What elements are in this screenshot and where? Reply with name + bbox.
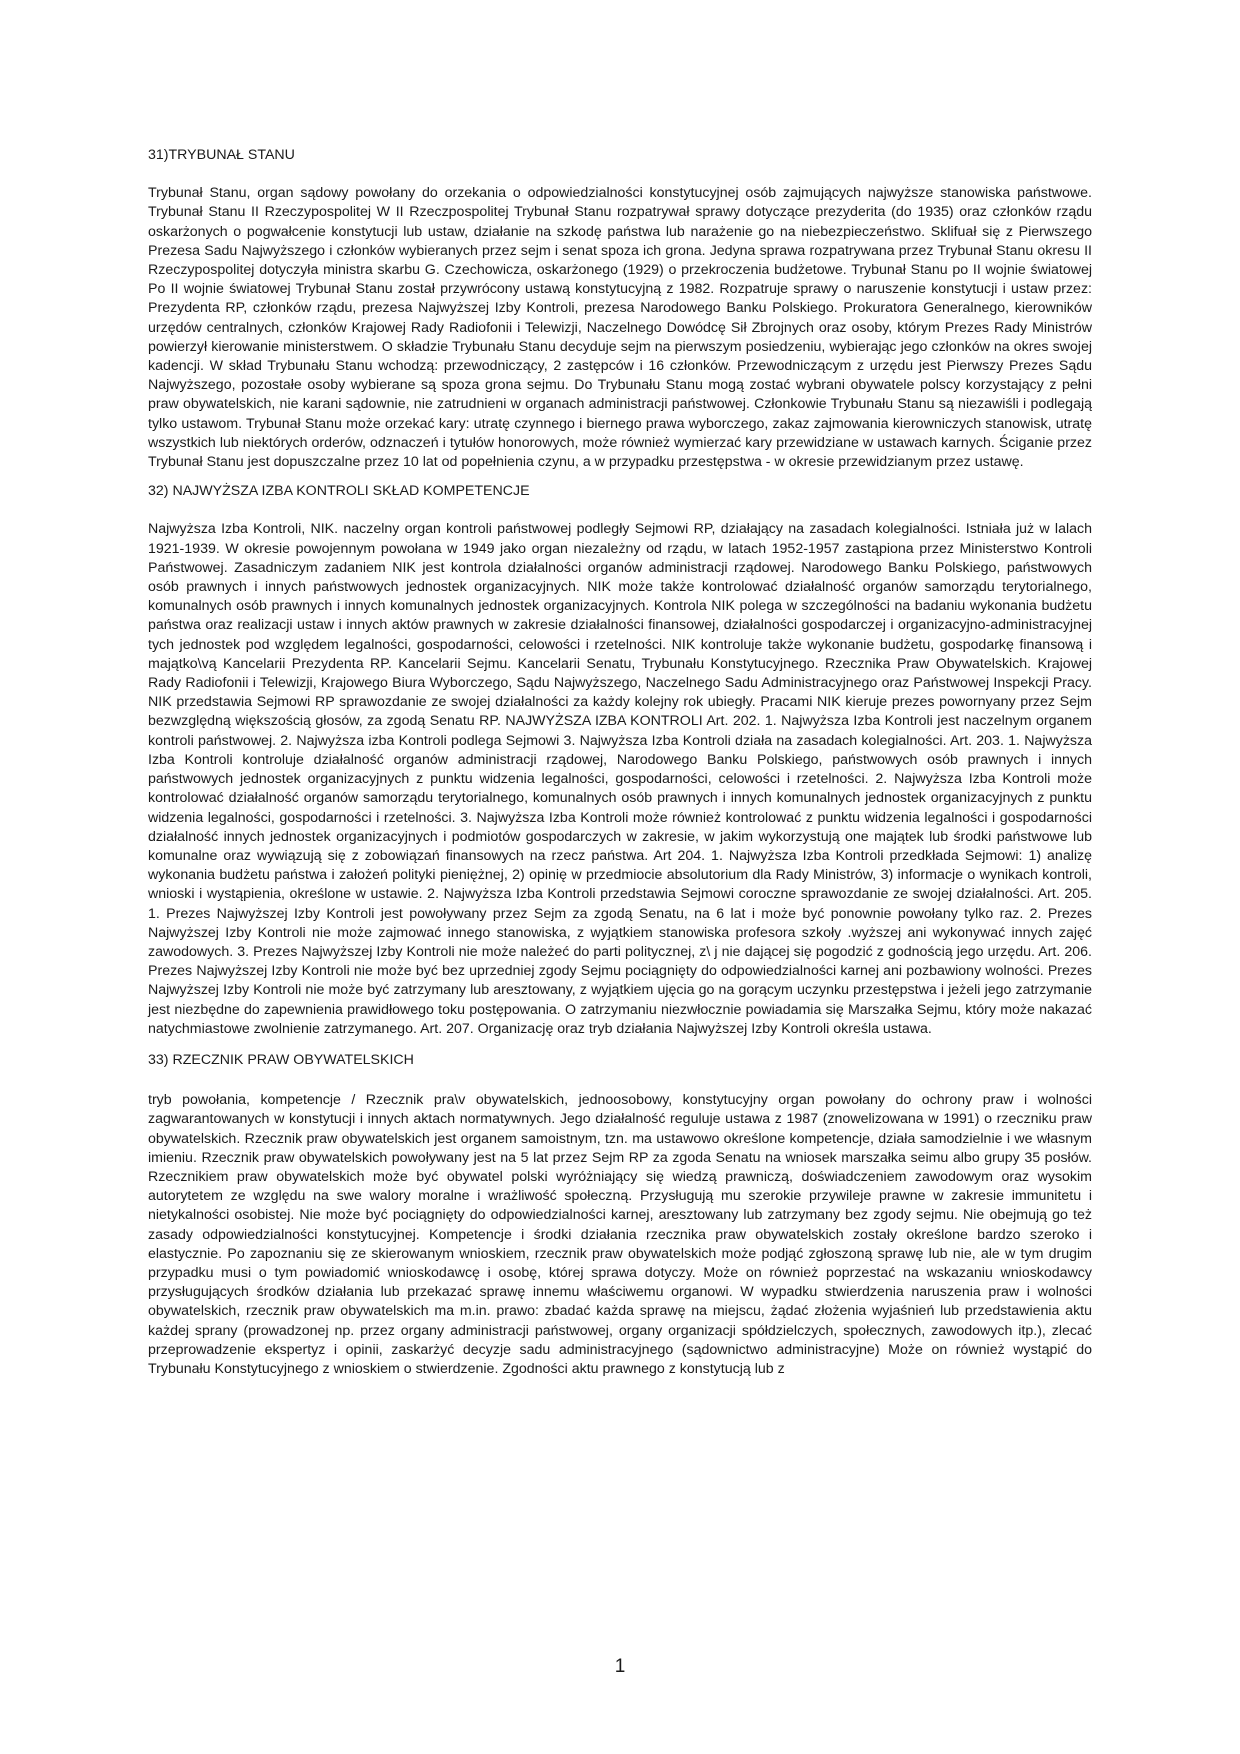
section-body-trybunal-stanu: Trybunał Stanu, organ sądowy powołany do orzekania o odpowiedzialności konstytucyjnej osób zajmujących najwyższe stanowiska państwowe. Trybunał Stanu II Rzeczypospolitej W II Rzeczpospolitej Trybunał Stanu rozpatrywał sprawy dotyczące prezyderita (do 1935) oraz członków rządu oskarżonych o pogwałcenie konstytucji lub ustaw, działanie na szkodę państwa lub narażenie go na niebezpieczeństwo. Sklifuał się z Pierwszego Prezesa Sadu Najwyższego i członków wybieranych przez sejm i senat spoza ich grona. Jedyna sprawa rozpatrywana przez Trybunał Stanu okresu II Rzeczypospolitej dotyczyła ministra skarbu G. Czechowicza, oskarżonego (1929) o przekroczenia budżetowe. Trybunał Stanu po II wojnie światowej Po II wojnie światowej Trybunał Stanu został przywrócony ustawą konstytucyjną z 1982. Rozpatruje sprawy o naruszenie konstytucji i ustaw przez: Prezydenta RP, członków rządu, prezesa Najwyższej Izby Kontroli, prezesa Narodowego Banku Polskiego. Prokuratora Generalnego, kierowników urzędów centralnych, członków Krajowej Rady Radiofonii i Telewizji, Naczelnego Dowódcę Sił Zbrojnych oraz osoby, którym Prezes Rady Ministrów powierzył kierowanie ministerstwem. O składzie Trybunału Stanu decyduje sejm na pierwszym posiedzeniu, wybierając jego członków na okres swojej kadencji. W skład Trybunału Stanu wchodzą: przewodniczący, 2 zastępców i 16 członków. Przewodniczącym z urzędu jest Pierwszy Prezes Sądu Najwyższego, pozostałe osoby wybierane są spoza grona sejmu. Do Trybunału Stanu mogą zostać wybrani obywatele polscy korzystający z pełni praw obywatelskich, nie karani sądownie, nie zatrudnieni w organach administracji państwowej. Członkowie Trybunału Stanu są niezawiśli i podlegają tylko ustawom. Trybunał Stanu może orzekać kary: utratę czynnego i biernego prawa wyborczego, zakaz zajmowania kierowniczych stanowisk, utratę wszystkich lub niektórych orderów, odznaczeń i tytułów honorowych, może również wymierzać kary przewidziane w ustawach karnych. Ściganie przez Trybunał Stanu jest dopuszczalne przez 10 lat od popełnienia czynu, a w przypadku przestępstwa - w okresie przewidzianym przez ustawę. [148, 185, 1092, 471]
document-page [148, 146, 1092, 1379]
page-number: 1 [614, 1656, 626, 1677]
section-body-nik: Najwyższa Izba Kontroli, NIK. naczelny organ kontroli państwowej podległy Sejmowi RP, działający na zasadach kolegialności. Istniała już w lalach 1921-1939. W okresie powojennym powołana w 1949 jako organ niezależny od rządu, w latach 1952-1957 zastąpiona przez Ministerstwo Kontroli Państwowej. Zasadniczym zadaniem NIK jest kontrola działalności organów administracji rządowej. Narodowego Banku Polskiego, państwowych osób prawnych i innych państwowych jednostek organizacyjnych. NIK może także kontrolować działalność organów samorządu terytorialnego, komunalnych osób prawnych i innych komunalnych jednostek organizacyjnych. Kontrola NIK polega w szczególności na badaniu wykonania budżetu państwa oraz realizacji ustaw i innych aktów prawnych w zakresie działalności finansowej, działalności gospodarczej i organizacyjno-administracyjnej tych jednostek pod względem legalności, gospodarności, celowości i rzetelności. NIK kontroluje także wykonanie budżetu, gospodarkę finansową i majątko\vą Kancelarii Prezydenta RP. Kancelarii Sejmu. Kancelarii Senatu, Trybunału Konstytucyjnego. Rzecznika Praw Obywatelskich. Krajowej Rady Radiofonii i Telewizji, Krajowego Biura Wyborczego, Sądu Najwyższego, Naczelnego Sadu Administracyjnego oraz Państwowej Inspekcji Pracy. NIK przedstawia Sejmowi RP sprawozdanie ze swojej działalności za każdy kolejny rok ubiegły. Pracami NIK kieruje prezes powornyany przez Sejm bezwzględną większością głosów, za zgodą Senatu RP. NAJWYŻSZA IZBA KONTROLI Art. 202. 1. Najwyższa Izba Kontroli jest naczelnym organem kontroli państwowej. 2. Najwyższa izba Kontroli podlega Sejmowi 3. Najwyższa Izba Kontroli działa na zasadach kolegialności. Art. 203. 1. Najwyższa Izba Kontroli kontroluje działalność organów administracji rządowej, Narodowego Banku Polskiego, państwowych osób prawnych i innych państwowych jednostek organizacyjnych z punktu widzenia legalności, gospodarności, celowości i rzetelności. 2. Najwyższa Izba Kontroli może kontrolować działalność organów samorządu terytorialnego, komunalnych osób prawnych i innych komunalnych jednostek organizacyjnych z punktu widzenia legalności, gospodarności i rzetelności. 3. Najwyższa Izba Kontroli może również kontrolować z punktu widzenia legalności i gospodarności działalność innych jednostek organizacyjnych i podmiotów gospodarczych w zakresie, w jakim wykorzystują one majątek lub środki państwowe lub komunalne oraz wywiązują się z zobowiązań finansowych na rzecz państwa. Art 204. 1. Najwyższa Izba Kontroli przedkłada Sejmowi: 1) analizę wykonania budżetu państwa i założeń polityki pieniężnej, 2) opinię w przedmiocie absolutorium dla Rady Ministrów, 3) informacje o wynikach kontroli, wnioski i wystąpienia, określone w ustawie. 2. Najwyższa Izba Kontroli przedstawia Sejmowi coroczne sprawozdanie ze swojej działalności. Art. 205. 1. Prezes Najwyższej Izby Kontroli jest powoływany przez Sejm za zgodą Senatu, na 6 lat i może być ponownie powołany tylko raz. 2. Prezes Najwyższej Izby Kontroli nie może zajmować innego stanowiska, z wyjątkiem stanowiska profesora szkoły .wyższej ani wykonywać innych zajęć zawodowych. 3. Prezes Najwyższej Izby Kontroli nie może należeć do parti politycznej, z\ j nie dającej się pogodzić z godnością jego urzędu. Art. 206. Prezes Najwyższej Izby Kontroli nie może być bez uprzedniej zgody Sejmu pociągnięty do odpowiedzialności karnej ani pozbawiony wolności. Prezes Najwyższej Izby Kontroli nie może być zatrzymany lub aresztowany, z wyjątkiem ujęcia go na gorącym uczynku przestępstwa i jeżeli jego zatrzymanie jest niezbędne do zapewnienia prawidłowego toku postępowania. O zatrzymaniu niezwłocznie powiadamia się Marszałka Sejmu, który może nakazać natychmiastowe zwolnienie zatrzymanego. Art. 207. Organizację oraz tryb działania Najwyższej Izby Kontroli określa ustawa. [148, 521, 1092, 1037]
section-heading-trybunal-stanu: 31)TRYBUNAŁ STANU [148, 147, 295, 163]
section-heading-nik: 32) NAJWYŻSZA IZBA KONTROLI SKŁAD KOMPETENCJE [148, 483, 530, 500]
section-heading-rzecznik: 33) RZECZNIK PRAW OBYWATELSKICH [148, 1051, 414, 1068]
section-body-rzecznik: tryb powołania, kompetencje / Rzecznik pra\v obywatelskich, jednoosobowy, konstytucyjny organ powołany do ochrony praw i wolności zagwarantowanych w konstytucji i innych aktach normatywnych. Jego działalność reguluje ustawa z 1987 (znowelizowana w 1991) o rzeczniku praw obywatelskich. Rzecznik praw obywatelskich jest organem samoistnym, tzn. ma ustawowo określone kompetencje, działa samodzielnie i we własnym imieniu. Rzecznik praw obywatelskich powoływany jest na 5 lat przez Sejm RP za zgoda Senatu na wniosek marszałka seimu albo grupy 35 posłów. Rzecznikiem praw obywatelskich może być obywatel polski wyróżniający się wiedzą prawniczą, doświadczeniem zawodowym oraz wysokim autorytetem ze względu na swe walory moralne i wrażliwość społeczną. Przysługują mu szerokie przywileje prawne w zakresie immunitetu i nietykalności osobistej. Nie może być pociągnięty do odpowiedzialności karnej, aresztowany lub zatrzymany bez zgody sejmu. Nie obejmują go też zasady odpowiedzialności konstytucyjnej. Kompetencje i środki działania rzecznika praw obywatelskich zostały określone bardzo szeroko i elastycznie. Po zapoznaniu się ze skierowanym wnioskiem, rzecznik praw obywatelskich może podjąć zgłoszoną sprawę lub nie, ale w tym drugim przypadku musi o tym powiadomić wnioskodawcę i osobę, której sprawa dotyczy. Może on również poprzestać na wskazaniu wnioskodawcy przysługujących środków działania lub przekazać sprawę innemu właściwemu organowi. W wypadku stwierdzenia naruszenia praw i wolności obywatelskich, rzecznik praw obywatelskich ma m.in. prawo: zbadać każda sprawę na miejscu, żądać złożenia wyjaśnień lub przedstawienia aktu każdej sprany (prowadzonej np. przez organy administracji państwowej, organy organizacji spółdzielczych, społecznych, zawodowych itp.), zlecać przeprowadzenie ekspertyz i opinii, zaskarżyć decyzje sadu administracyjnego (sądownictwo administracyjne) Może on również wystąpić do Trybunału Konstytucyjnego z wnioskiem o stwierdzenie. Zgodności aktu prawnego z konstytucją lub z [148, 1092, 1092, 1377]
